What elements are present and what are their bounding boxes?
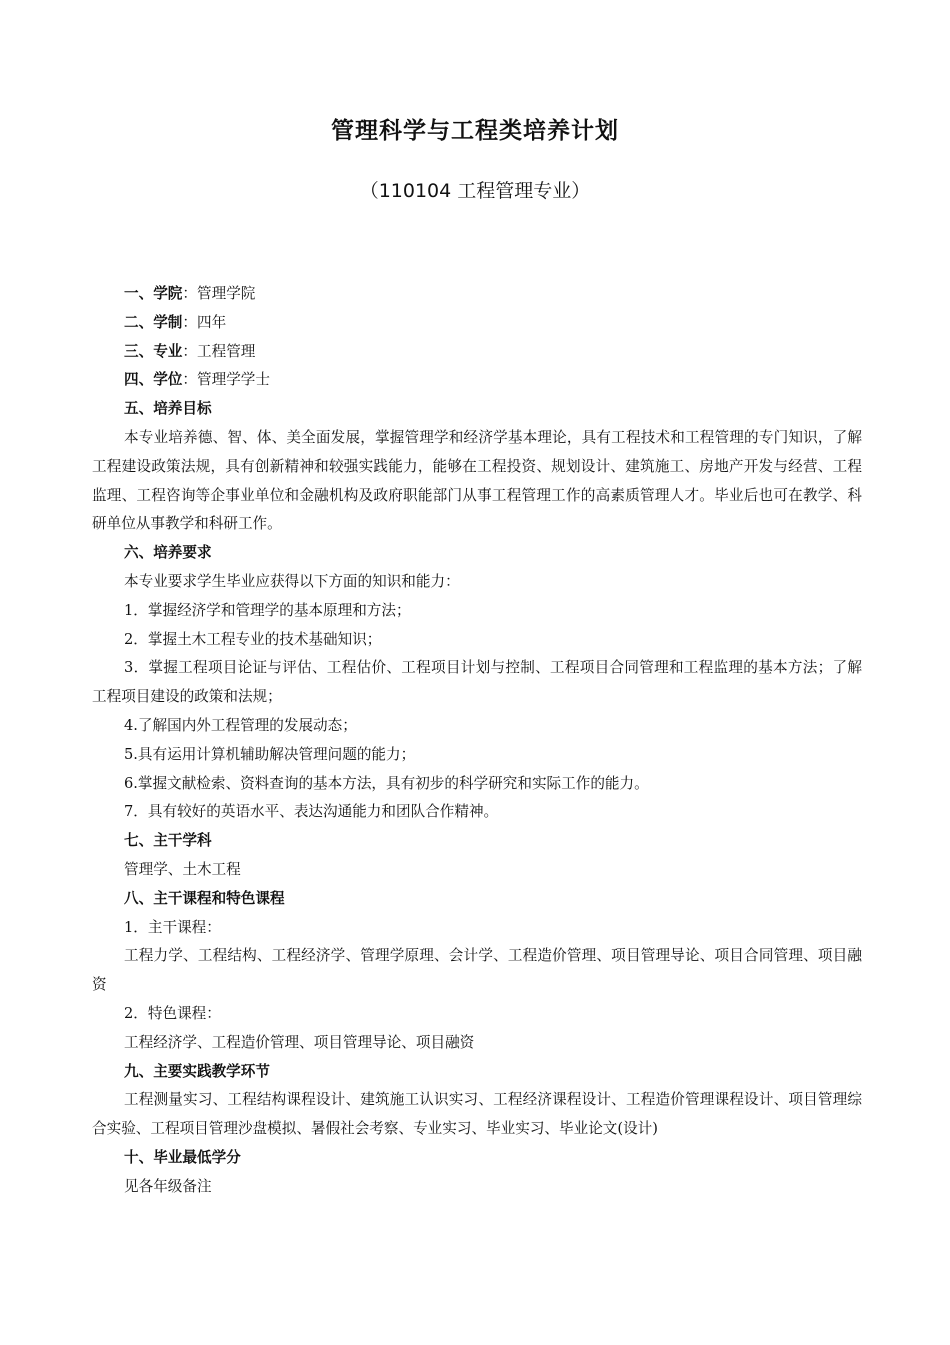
section-heading-requirements: 六、培养要求 [124, 544, 212, 562]
main-courses-text: 工程力学、工程结构、工程经济学、管理学原理、会计学、工程造价管理、项目管理导论、项目合同管理、项目融资 [92, 947, 862, 994]
main-courses-label: 1．主干课程： [124, 918, 221, 936]
document-title: 管理科学与工程类培养计划 [331, 118, 619, 144]
special-courses-label: 2．特色课程： [124, 1004, 221, 1022]
info-college: 一、学院：管理学院 [124, 285, 256, 302]
document-subtitle: （110104 工程管理专业） [359, 180, 591, 202]
list-item: 2．掌握土木工程专业的技术基础知识； [124, 630, 382, 648]
list-item: 3．掌握工程项目论证与评估、工程估价、工程项目计划与控制、工程项目合同管理和工程监理的基本方法；了解工程项目建设的政策和法规； [92, 659, 862, 706]
list-item: 1．掌握经济学和管理学的基本原理和方法； [124, 601, 411, 619]
goal-paragraph: 本专业培养德、智、体、美全面发展，掌握管理学和经济学基本理论，具有工程技术和工程管理的专门知识，了解工程建设政策法规，具有创新精神和较强实践能力，能够在工程投资、规划设计、建筑施工、房地产开发与经营、工程监理、工程咨询等企事业单位和金融机构及政府职能部门从事工程管理工作的高素质管理人才。毕业后也可在教学、科研单位从事教学和科研工作。 [92, 428, 862, 533]
credits-text: 见各年级备注 [124, 1177, 212, 1195]
list-item: 4.了解国内外工程管理的发展动态； [124, 716, 357, 734]
section-heading-practice: 九、主要实践教学环节 [124, 1062, 270, 1080]
list-item: 6.掌握文献检索、资料查询的基本方法，具有初步的科学研究和实际工作的能力。 [124, 774, 649, 792]
special-courses-text: 工程经济学、工程造价管理、项目管理导论、项目融资 [124, 1033, 475, 1051]
info-degree: 四、学位：管理学学士 [124, 371, 270, 389]
info-major: 三、专业：工程管理 [124, 342, 256, 360]
info-duration: 二、学制：四年 [124, 313, 227, 331]
list-item: 5.具有运用计算机辅助解决管理问题的能力； [124, 745, 416, 763]
practice-paragraph: 工程测量实习、工程结构课程设计、建筑施工认识实习、工程经济课程设计、工程造价管理课程设计、项目管理综合实验、工程项目管理沙盘模拟、暑假社会考察、专业实习、毕业实习、毕业论文(设计) [92, 1091, 862, 1138]
discipline-text: 管理学、土木工程 [124, 860, 241, 878]
list-item: 7．具有较好的英语水平、表达沟通能力和团队合作精神。 [124, 803, 499, 821]
section-heading-credits: 十、毕业最低学分 [124, 1148, 241, 1166]
requirements-intro: 本专业要求学生毕业应获得以下方面的知识和能力： [124, 572, 460, 590]
section-heading-courses: 八、主干课程和特色课程 [124, 889, 285, 907]
section-heading-goal: 五、培养目标 [124, 400, 212, 418]
section-heading-discipline: 七、主干学科 [124, 832, 212, 850]
document-body [92, 280, 862, 1202]
